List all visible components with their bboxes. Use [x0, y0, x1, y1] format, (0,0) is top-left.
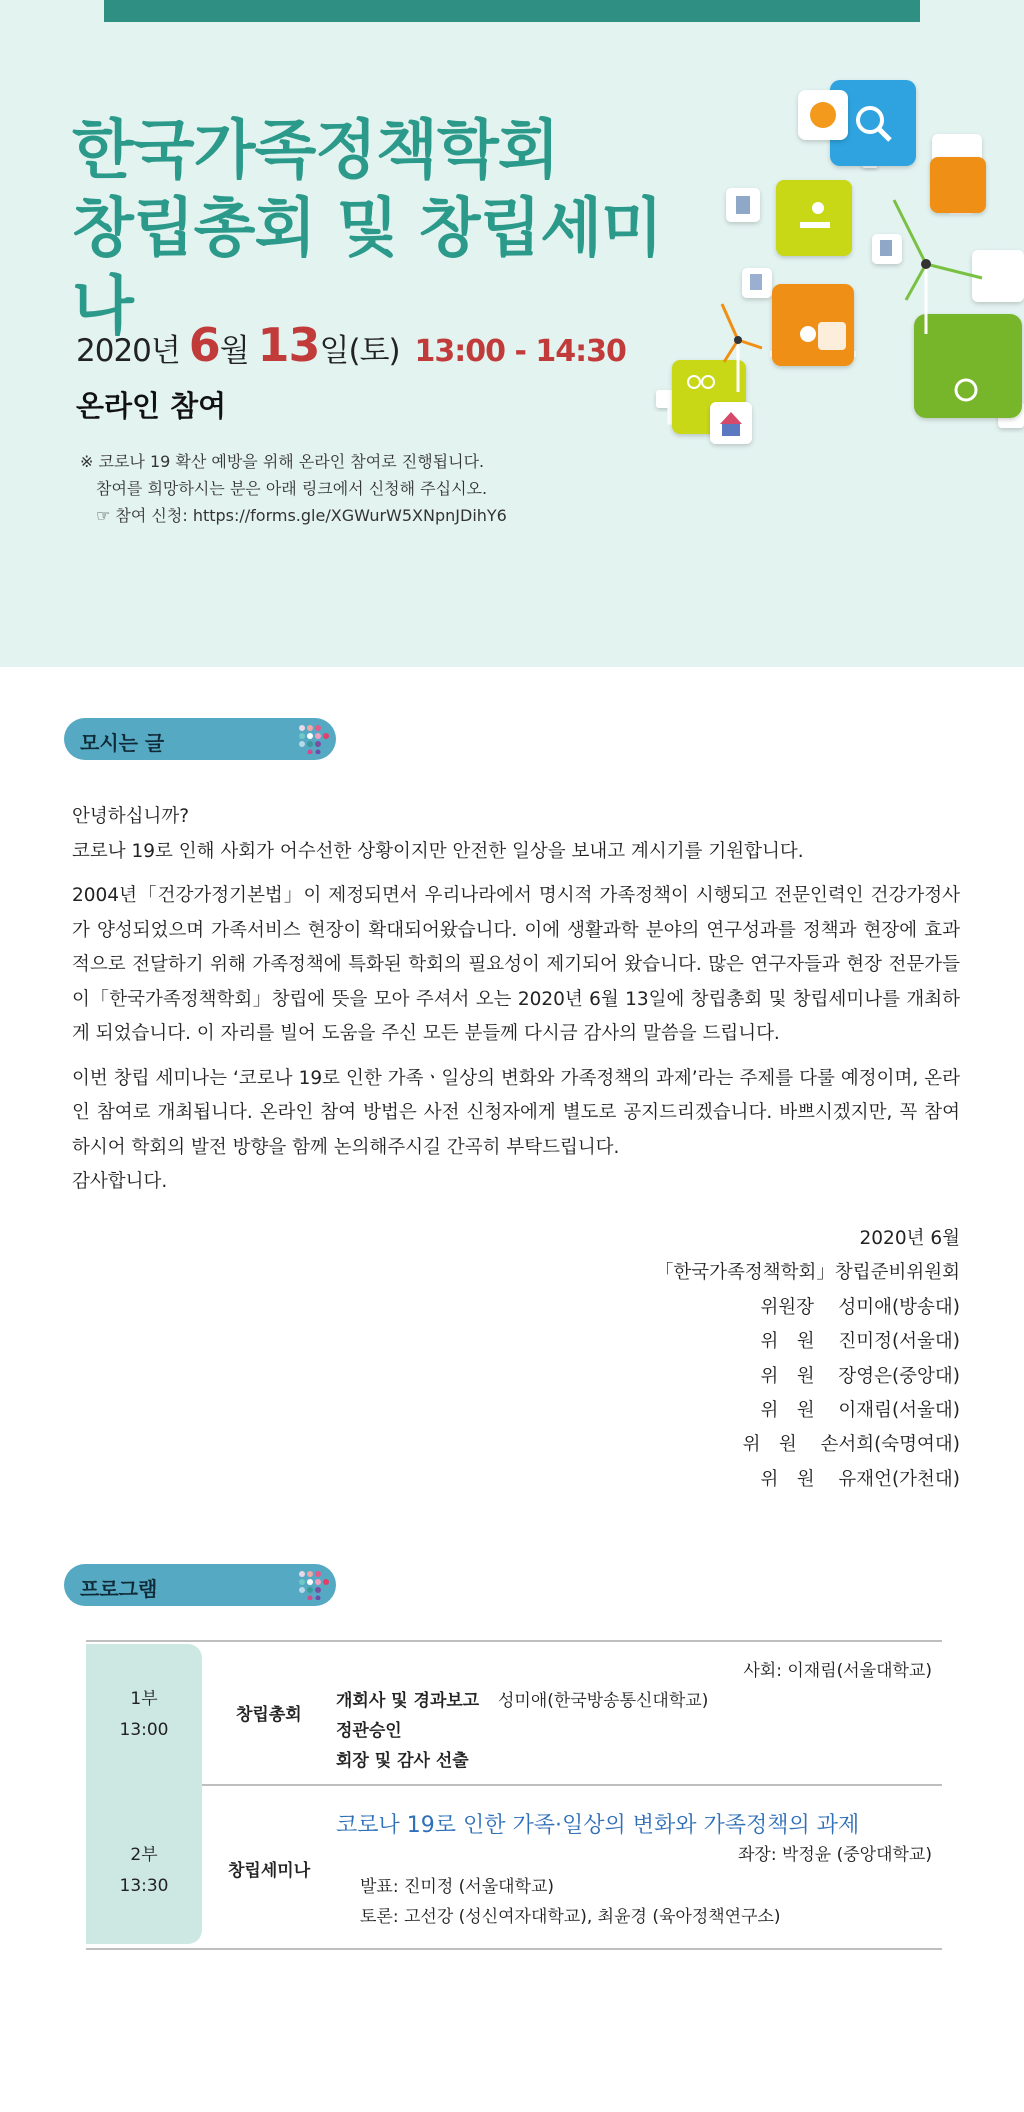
notice-line: ※ 코로나 19 확산 예방을 위해 온라인 참여로 진행됩니다. [80, 452, 485, 471]
table-rule [202, 1784, 942, 1786]
notice-text [80, 448, 507, 529]
committee-member [655, 1463, 960, 1497]
session-name: 창립총회 [236, 1705, 302, 1725]
agenda-item: 회장 및 감사 선출 [336, 1751, 469, 1771]
member-name: 장영은(중앙대) [838, 1365, 960, 1387]
greeting-paragraph: 이번 창립 세미나는 ‘코로나 19로 인한 가족ㆍ일상의 변화와 가족정책의 과제’라는 주제를 다룰 예정이며, 온라인 참여로 개최됩니다. 온라인 참여 방법은 사전 신청자에게 별도로 공지드리겠습니다. 바쁘시겠지만, 꼭 참여하시어 학회의 발전 방향을 함께 논의해주시길 간곡히 부탁드립니다. [72, 1067, 960, 1158]
part-label: 2부 [130, 1845, 158, 1865]
greeting-letter [72, 800, 960, 1200]
event-date [76, 318, 626, 372]
date-day: 13 [257, 318, 320, 372]
date-month-unit: 월 [219, 333, 249, 369]
dots-icon [298, 1570, 330, 1600]
hero-banner [0, 0, 1024, 667]
member-role: 위 원 [742, 1434, 797, 1456]
committee-member [655, 1360, 960, 1394]
agenda-person: 성미애(한국방송통신대학교) [498, 1691, 709, 1711]
member-role: 위 원 [760, 1400, 815, 1422]
greeting-section-label [64, 718, 336, 760]
date-year: 2020년 [76, 333, 180, 369]
program-table [86, 1640, 942, 1950]
event-title-line1: 한국가족정책학회 [72, 114, 559, 188]
member-role: 위원장 [760, 1296, 815, 1318]
table-rule [86, 1948, 942, 1950]
program-section-title: 프로그램 [80, 1577, 158, 1601]
member-name: 성미애(방송대) [838, 1296, 960, 1318]
presenter: 발표: 진미정 (서울대학교) [360, 1877, 555, 1897]
part-time: 13:30 [119, 1876, 169, 1896]
hero-top-bar [104, 0, 920, 22]
event-title-line2: 창립총회 및 창립세미나 [72, 192, 662, 344]
signature-date: 2020년 6월 [859, 1228, 960, 1249]
signature-organization: 「한국가족정책학회」창립준비위원회 [654, 1262, 960, 1284]
date-month: 6 [188, 318, 220, 372]
greeting-paragraph: 2004년「건강가정기본법」이 제정되면서 우리나라에서 명시적 가족정책이 시행되고 전문인력인 건강가정사가 양성되었으며 가족서비스 현장이 확대되어왔습니다. 이에 생활과학 분야의 연구성과를 정책과 현장에 효과적으로 전달하기 위해 가족정책에 특화된 학회의 필요성이 제기되어 왔습니다. 많은 연구자들과 현장 전문가들이「한국가족정책학회」창립에 뜻을 모아 주셔서 오는 2020년 6월 13일에 창립총회 및 창립세미나를 개최하게 되었습니다. 이 자리를 빌어 도움을 주신 모든 분들께 다시금 감사의 말씀을 드립니다. [72, 885, 960, 1044]
session-name: 창립세미나 [228, 1861, 311, 1881]
table-rule [86, 1640, 942, 1642]
notice-line: 참여를 희망하시는 분은 아래 링크에서 신청해 주십시오. [96, 479, 488, 498]
member-name: 진미정(서울대) [838, 1331, 960, 1353]
date-day-unit: 일(토) [319, 333, 400, 369]
member-role: 위 원 [760, 1331, 815, 1353]
committee-member [655, 1325, 960, 1359]
hero-illustration [650, 72, 1024, 452]
committee-member [655, 1394, 960, 1428]
part-label: 1부 [130, 1689, 158, 1709]
registration-link[interactable]: ☞ 참여 신청: https://forms.gle/XGWurW5XNpnJDihY6 [96, 506, 507, 525]
chair: 좌장: 박정윤 (중앙대학교) [737, 1845, 932, 1865]
program-section-label [64, 1564, 336, 1606]
member-role: 위 원 [760, 1365, 815, 1387]
discussant: 토론: 고선강 (성신여자대학교), 최윤경 (육아정책연구소) [360, 1907, 781, 1927]
greeting-section-title: 모시는 글 [80, 731, 165, 755]
event-title [72, 112, 712, 346]
signature-block [655, 1222, 960, 1497]
greeting-closing: 감사합니다. [72, 1171, 168, 1192]
committee-member [655, 1291, 960, 1325]
date-time: 13:00 - 14:30 [414, 334, 626, 369]
member-name: 유재언(가천대) [838, 1468, 960, 1490]
agenda-item: 정관승인 [336, 1721, 402, 1741]
part-time: 13:00 [119, 1720, 169, 1740]
dots-icon [298, 724, 330, 754]
greeting-wish: 코로나 19로 인해 사회가 어수선한 상황이지만 안전한 일상을 보내고 계시기를 기원합니다. [72, 840, 804, 862]
member-name: 손서희(숙명여대) [820, 1434, 960, 1456]
member-name: 이재림(서울대) [838, 1400, 960, 1422]
greeting-opening: 안녕하십니까? [72, 806, 190, 827]
seminar-topic: 코로나 19로 인한 가족·일상의 변화와 가족정책의 과제 [336, 1813, 860, 1838]
moderator: 사회: 이재림(서울대학교) [743, 1661, 932, 1681]
table-row-time [86, 1840, 202, 1902]
committee-member [655, 1428, 960, 1462]
table-row-time [86, 1684, 202, 1746]
member-role: 위 원 [760, 1468, 815, 1490]
agenda-item: 개회사 및 경과보고 [336, 1691, 480, 1711]
online-participation: 온라인 참여 [76, 389, 227, 423]
